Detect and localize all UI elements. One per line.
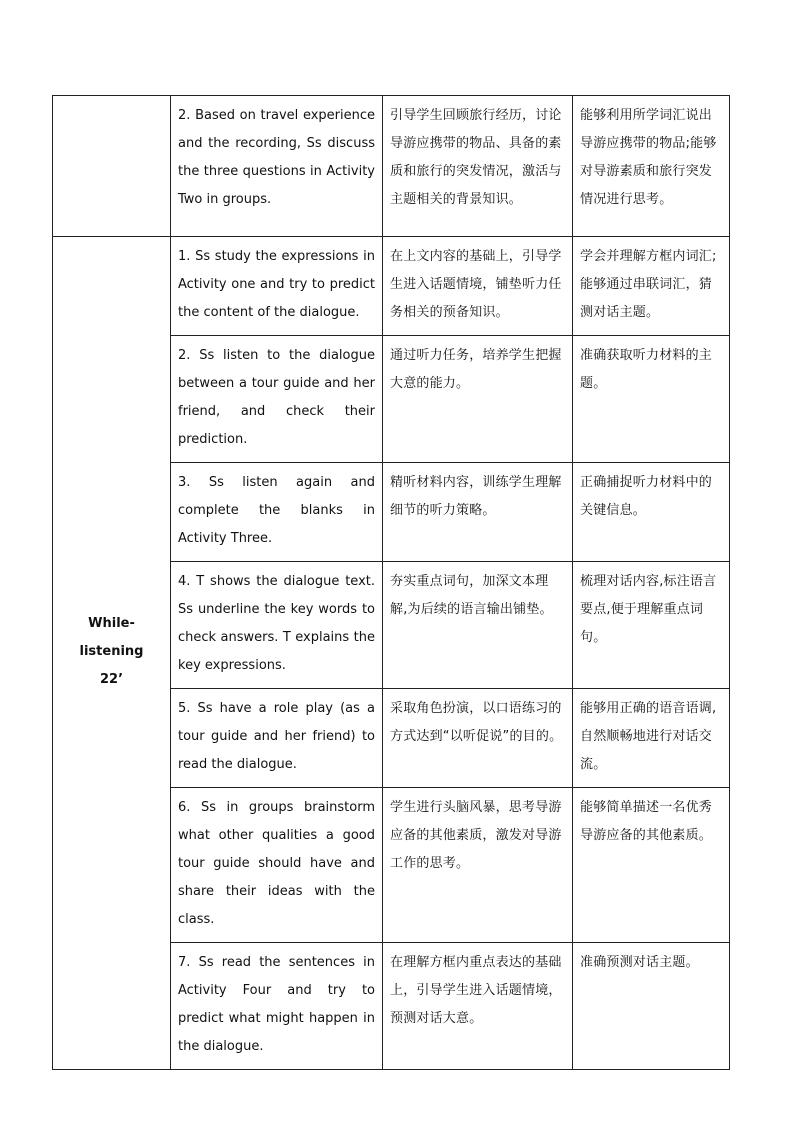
activity-cell: 5. Ss have a role play (as a tour guide and her friend) to read the dialogue. — [171, 689, 383, 788]
activity-cell: 6. Ss in groups brainstorm what other qualities a good tour guide should have and share their ideas with the class. — [171, 788, 383, 943]
activity-cell: 1. Ss study the expressions in Activity one and try to predict the content of the dialogue. — [171, 237, 383, 336]
stage-cell-empty — [53, 96, 171, 237]
stage-cell — [53, 237, 171, 1070]
purpose-cell: 引导学生回顾旅行经历，讨论导游应携带的物品、具备的素质和旅行的突发情况，激活与主题相关的背景知识。 — [383, 96, 573, 237]
purpose-cell: 夯实重点词句，加深文本理解,为后续的语言输出铺垫。 — [383, 562, 573, 689]
table-row — [53, 237, 730, 336]
effect-cell: 学会并理解方框内词汇;能够通过串联词汇，猜测对话主题。 — [573, 237, 730, 336]
activity-cell: 7. Ss read the sentences in Activity Four and try to predict what might happen in the dialogue. — [171, 943, 383, 1070]
purpose-cell: 在理解方框内重点表达的基础上，引导学生进入话题情境，预测对话大意。 — [383, 943, 573, 1070]
activity-cell: 4. T shows the dialogue text. Ss underline the key words to check answers. T explains the key expressions. — [171, 562, 383, 689]
activity-cell: 3. Ss listen again and complete the blanks in Activity Three. — [171, 463, 383, 562]
purpose-cell: 精听材料内容，训练学生理解细节的听力策略。 — [383, 463, 573, 562]
effect-cell: 能够简单描述一名优秀导游应备的其他素质。 — [573, 788, 730, 943]
activity-cell: 2. Based on travel experience and the recording, Ss discuss the three questions in Activity Two in groups. — [171, 96, 383, 237]
purpose-cell: 通过听力任务，培养学生把握大意的能力。 — [383, 336, 573, 463]
lesson-plan-table — [52, 95, 730, 1070]
effect-cell: 梳理对话内容,标注语言要点,便于理解重点词句。 — [573, 562, 730, 689]
table-row — [53, 96, 730, 237]
stage-time: 22’ — [99, 672, 124, 687]
effect-cell: 准确预测对话主题。 — [573, 943, 730, 1070]
purpose-cell: 在上文内容的基础上，引导学生进入话题情境，铺垫听力任务相关的预备知识。 — [383, 237, 573, 336]
effect-cell: 能够利用所学词汇说出导游应携带的物品;能够对导游素质和旅行突发情况进行思考。 — [573, 96, 730, 237]
effect-cell: 准确获取听力材料的主题。 — [573, 336, 730, 463]
stage-name: While-listening — [79, 616, 144, 659]
effect-cell: 能够用正确的语音语调,自然顺畅地进行对话交流。 — [573, 689, 730, 788]
effect-cell: 正确捕捉听力材料中的关键信息。 — [573, 463, 730, 562]
activity-cell: 2. Ss listen to the dialogue between a tour guide and her friend, and check their prediction. — [171, 336, 383, 463]
purpose-cell: 采取角色扮演，以口语练习的方式达到“以听促说”的目的。 — [383, 689, 573, 788]
purpose-cell: 学生进行头脑风暴，思考导游应备的其他素质，激发对导游工作的思考。 — [383, 788, 573, 943]
